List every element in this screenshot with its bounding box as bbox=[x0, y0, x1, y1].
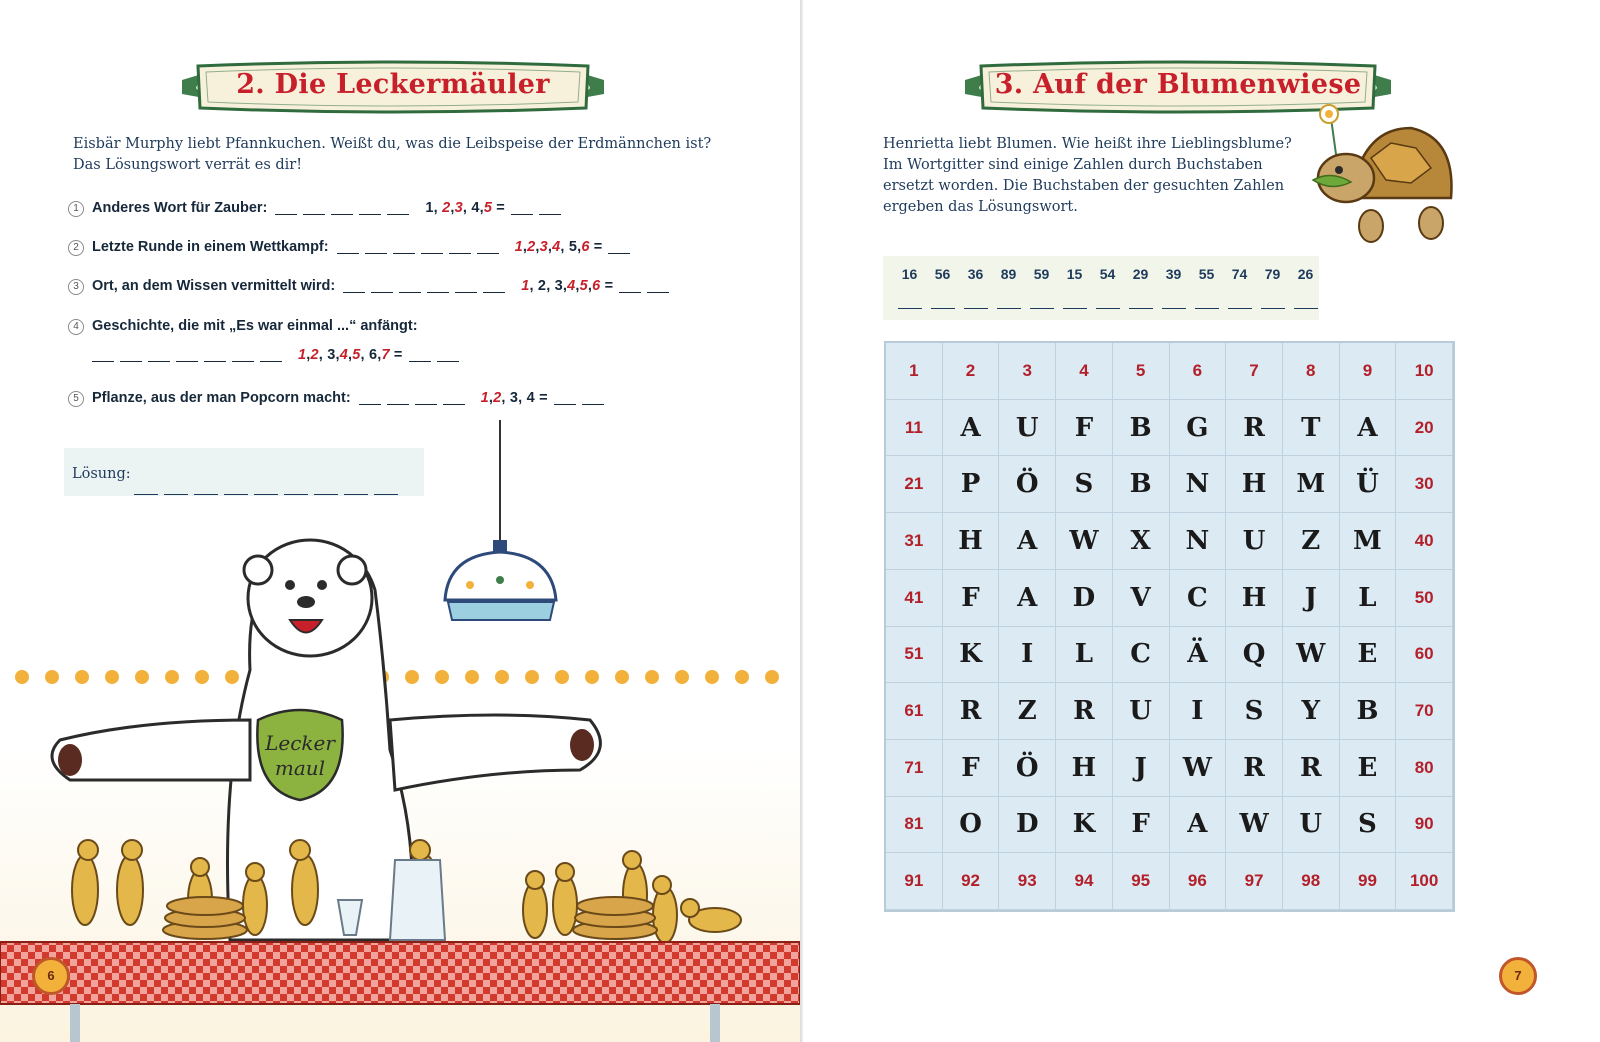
grid-letter-cell: Y bbox=[1283, 683, 1340, 740]
grid-letter-cell: D bbox=[1056, 570, 1113, 627]
grid-number-cell: 10 bbox=[1396, 343, 1453, 400]
code-blank[interactable] bbox=[1195, 308, 1219, 309]
question-number: 4 bbox=[68, 319, 84, 335]
grid-letter-cell: A bbox=[1340, 400, 1397, 457]
grid-letter-cell: D bbox=[999, 797, 1056, 854]
grid-letter-cell: N bbox=[1170, 513, 1227, 570]
tortoise-illustration bbox=[1291, 98, 1461, 248]
grid-number-cell: 41 bbox=[886, 570, 943, 627]
question-number: 3 bbox=[68, 279, 84, 295]
grid-letter-cell: Ü bbox=[1340, 456, 1397, 513]
grid-number-cell: 97 bbox=[1226, 853, 1283, 910]
code-number: 74 bbox=[1231, 266, 1248, 282]
grid-letter-cell: U bbox=[1226, 513, 1283, 570]
code-blank[interactable] bbox=[1096, 308, 1120, 309]
intro-line: Eisbär Murphy liebt Pfannkuchen. Weißt du, was die Leibspeise der Erdmännchen ist? bbox=[73, 136, 712, 152]
grid-letter-cell: H bbox=[943, 513, 1000, 570]
grid-letter-cell: M bbox=[1283, 456, 1340, 513]
grid-letter-cell: Ä bbox=[1170, 627, 1227, 684]
grid-number-cell: 5 bbox=[1113, 343, 1170, 400]
right-page bbox=[803, 0, 1600, 1042]
bib-text: maul bbox=[274, 756, 326, 780]
code-number: 15 bbox=[1066, 266, 1083, 282]
question-row bbox=[68, 239, 636, 256]
bib-text: Lecker bbox=[265, 731, 335, 755]
grid-number-cell: 4 bbox=[1056, 343, 1113, 400]
grid-letter-cell: C bbox=[1113, 627, 1170, 684]
answer-blanks[interactable] bbox=[337, 239, 505, 255]
letter-formula: 1,2,3,4, 5,6 = bbox=[514, 239, 603, 255]
letter-formula: 1,2, 3,4,5, 6,7 = bbox=[298, 347, 403, 363]
grid-letter-cell: Ö bbox=[999, 740, 1056, 797]
code-blank[interactable] bbox=[1228, 308, 1252, 309]
code-blank[interactable] bbox=[1129, 308, 1153, 309]
code-strip bbox=[883, 256, 1319, 320]
code-blank[interactable] bbox=[1294, 308, 1318, 309]
question-text: Anderes Wort für Zauber: bbox=[92, 200, 268, 216]
code-answer-blanks[interactable] bbox=[893, 308, 1322, 309]
grid-letter-cell: R bbox=[1226, 400, 1283, 457]
question-text: Geschichte, die mit „Es war einmal ...“ anfängt: bbox=[92, 318, 418, 334]
grid-number-cell: 99 bbox=[1340, 853, 1397, 910]
answer-blanks[interactable] bbox=[92, 347, 288, 363]
answer-blanks[interactable] bbox=[275, 200, 415, 216]
grid-number-cell: 80 bbox=[1396, 740, 1453, 797]
grid-letter-cell: L bbox=[1056, 627, 1113, 684]
intro-line: ersetzt worden. Die Buchstaben der gesuchten Zahlen bbox=[883, 178, 1285, 194]
code-blank[interactable] bbox=[1162, 308, 1186, 309]
grid-letter-cell: F bbox=[1113, 797, 1170, 854]
intro-text bbox=[73, 134, 753, 176]
page-title: 2. Die Leckermäuler bbox=[236, 69, 550, 100]
grid-number-cell: 71 bbox=[886, 740, 943, 797]
grid-letter-cell: F bbox=[1056, 400, 1113, 457]
question-text: Pflanze, aus der man Popcorn macht: bbox=[92, 390, 351, 406]
grid-number-cell: 70 bbox=[1396, 683, 1453, 740]
grid-letter-cell: B bbox=[1340, 683, 1397, 740]
question-number: 5 bbox=[68, 391, 84, 407]
code-number: 39 bbox=[1165, 266, 1182, 282]
intro-line: Das Lösungswort verrät es dir! bbox=[73, 157, 303, 173]
grid-letter-cell: H bbox=[1226, 456, 1283, 513]
grid-letter-cell: R bbox=[1056, 683, 1113, 740]
question-text: Ort, an dem Wissen vermittelt wird: bbox=[92, 278, 336, 294]
grid-letter-cell: T bbox=[1283, 400, 1340, 457]
code-numbers bbox=[893, 266, 1322, 282]
question-row bbox=[68, 278, 675, 295]
grid-number-cell: 21 bbox=[886, 456, 943, 513]
result-blanks[interactable] bbox=[619, 278, 675, 294]
grid-letter-cell: W bbox=[1056, 513, 1113, 570]
grid-letter-cell: W bbox=[1283, 627, 1340, 684]
grid-letter-cell: J bbox=[1283, 570, 1340, 627]
grid-letter-cell: M bbox=[1340, 513, 1397, 570]
grid-letter-cell: F bbox=[943, 740, 1000, 797]
grid-letter-cell: H bbox=[1226, 570, 1283, 627]
grid-number-cell: 9 bbox=[1340, 343, 1397, 400]
page-title: 3. Auf der Blumenwiese bbox=[994, 69, 1362, 100]
code-number: 36 bbox=[967, 266, 984, 282]
grid-letter-cell: Z bbox=[1283, 513, 1340, 570]
grid-number-cell: 60 bbox=[1396, 627, 1453, 684]
grid-number-cell: 94 bbox=[1056, 853, 1113, 910]
grid-number-cell: 100 bbox=[1396, 853, 1453, 910]
page-number-right: 7 bbox=[1499, 957, 1537, 995]
code-number: 16 bbox=[901, 266, 918, 282]
grid-letter-cell: L bbox=[1340, 570, 1397, 627]
code-blank[interactable] bbox=[964, 308, 988, 309]
grid-number-cell: 90 bbox=[1396, 797, 1453, 854]
solution-label: Lösung: bbox=[72, 466, 131, 482]
grid-letter-cell: P bbox=[943, 456, 1000, 513]
grid-letter-cell: I bbox=[999, 627, 1056, 684]
grid-number-cell: 1 bbox=[886, 343, 943, 400]
intro-text bbox=[883, 134, 1293, 218]
code-blank[interactable] bbox=[1063, 308, 1087, 309]
grid-letter-cell: B bbox=[1113, 456, 1170, 513]
grid-number-cell: 11 bbox=[886, 400, 943, 457]
grid-letter-cell: B bbox=[1113, 400, 1170, 457]
code-blank[interactable] bbox=[1030, 308, 1054, 309]
grid-letter-cell: G bbox=[1170, 400, 1227, 457]
code-number: 55 bbox=[1198, 266, 1215, 282]
code-number: 26 bbox=[1297, 266, 1314, 282]
grid-number-cell: 51 bbox=[886, 627, 943, 684]
grid-number-cell: 61 bbox=[886, 683, 943, 740]
grid-letter-cell: J bbox=[1113, 740, 1170, 797]
code-number: 54 bbox=[1099, 266, 1116, 282]
grid-letter-cell: R bbox=[1283, 740, 1340, 797]
page-number-left: 6 bbox=[32, 957, 70, 995]
grid-letter-cell: E bbox=[1340, 740, 1397, 797]
code-blank[interactable] bbox=[898, 308, 922, 309]
result-blanks[interactable] bbox=[511, 200, 567, 216]
letter-formula: 1,2, 3, 4 = bbox=[480, 390, 548, 406]
code-number: 89 bbox=[1000, 266, 1017, 282]
intro-line: ergeben das Lösungswort. bbox=[883, 199, 1078, 215]
grid-number-cell: 8 bbox=[1283, 343, 1340, 400]
grid-number-cell: 93 bbox=[999, 853, 1056, 910]
grid-letter-cell: A bbox=[943, 400, 1000, 457]
grid-number-cell: 2 bbox=[943, 343, 1000, 400]
question-row bbox=[68, 390, 610, 407]
answer-blanks[interactable] bbox=[359, 390, 471, 406]
grid-letter-cell: X bbox=[1113, 513, 1170, 570]
question-row bbox=[68, 200, 567, 217]
code-number: 59 bbox=[1033, 266, 1050, 282]
grid-letter-cell: Q bbox=[1226, 627, 1283, 684]
grid-letter-cell: S bbox=[1340, 797, 1397, 854]
grid-letter-cell: R bbox=[943, 683, 1000, 740]
grid-letter-cell: E bbox=[1340, 627, 1397, 684]
question-number: 2 bbox=[68, 240, 84, 256]
code-number: 56 bbox=[934, 266, 951, 282]
grid-letter-cell: A bbox=[999, 513, 1056, 570]
grid-number-cell: 91 bbox=[886, 853, 943, 910]
grid-letter-cell: K bbox=[1056, 797, 1113, 854]
result-blanks[interactable] bbox=[554, 390, 610, 406]
grid-letter-cell: I bbox=[1170, 683, 1227, 740]
grid-number-cell: 31 bbox=[886, 513, 943, 570]
grid-letter-cell: O bbox=[943, 797, 1000, 854]
grid-number-cell: 7 bbox=[1226, 343, 1283, 400]
grid-letter-cell: H bbox=[1056, 740, 1113, 797]
grid-letter-cell: W bbox=[1226, 797, 1283, 854]
grid-letter-cell: Z bbox=[999, 683, 1056, 740]
grid-number-cell: 96 bbox=[1170, 853, 1227, 910]
code-blank[interactable] bbox=[997, 308, 1021, 309]
question-text: Letzte Runde in einem Wettkampf: bbox=[92, 239, 329, 255]
letter-formula: 1, 2,3, 4,5 = bbox=[425, 200, 505, 216]
grid-number-cell: 98 bbox=[1283, 853, 1340, 910]
grid-letter-cell: A bbox=[1170, 797, 1227, 854]
grid-number-cell: 95 bbox=[1113, 853, 1170, 910]
code-blank[interactable] bbox=[1261, 308, 1285, 309]
intro-line: Im Wortgitter sind einige Zahlen durch Buchstaben bbox=[883, 157, 1263, 173]
answer-blanks[interactable] bbox=[343, 278, 511, 294]
question-row bbox=[68, 318, 465, 375]
grid-letter-cell: N bbox=[1170, 456, 1227, 513]
grid-number-cell: 3 bbox=[999, 343, 1056, 400]
grid-number-cell: 30 bbox=[1396, 456, 1453, 513]
grid-letter-cell: R bbox=[1226, 740, 1283, 797]
grid-letter-cell: U bbox=[999, 400, 1056, 457]
grid-letter-cell: A bbox=[999, 570, 1056, 627]
grid-letter-cell: V bbox=[1113, 570, 1170, 627]
grid-number-cell: 40 bbox=[1396, 513, 1453, 570]
polar-bear-illustration bbox=[0, 420, 800, 1042]
code-blank[interactable] bbox=[931, 308, 955, 309]
grid-letter-cell: C bbox=[1170, 570, 1227, 627]
letter-grid bbox=[884, 341, 1455, 912]
grid-number-cell: 92 bbox=[943, 853, 1000, 910]
grid-letter-cell: Ö bbox=[999, 456, 1056, 513]
grid-letter-cell: S bbox=[1226, 683, 1283, 740]
grid-number-cell: 20 bbox=[1396, 400, 1453, 457]
grid-number-cell: 6 bbox=[1170, 343, 1227, 400]
grid-letter-cell: F bbox=[943, 570, 1000, 627]
grid-number-cell: 81 bbox=[886, 797, 943, 854]
grid-letter-cell: U bbox=[1283, 797, 1340, 854]
code-number: 29 bbox=[1132, 266, 1149, 282]
grid-number-cell: 50 bbox=[1396, 570, 1453, 627]
letter-formula: 1, 2, 3,4,5,6 = bbox=[521, 278, 614, 294]
grid-letter-cell: U bbox=[1113, 683, 1170, 740]
result-blanks[interactable] bbox=[608, 239, 636, 255]
question-number: 1 bbox=[68, 201, 84, 217]
title-banner-left bbox=[180, 58, 606, 116]
intro-line: Henrietta liebt Blumen. Wie heißt ihre Lieblingsblume? bbox=[883, 136, 1292, 152]
grid-letter-cell: S bbox=[1056, 456, 1113, 513]
result-blanks[interactable] bbox=[409, 347, 465, 363]
grid-letter-cell: K bbox=[943, 627, 1000, 684]
grid-letter-cell: W bbox=[1170, 740, 1227, 797]
code-number: 79 bbox=[1264, 266, 1281, 282]
